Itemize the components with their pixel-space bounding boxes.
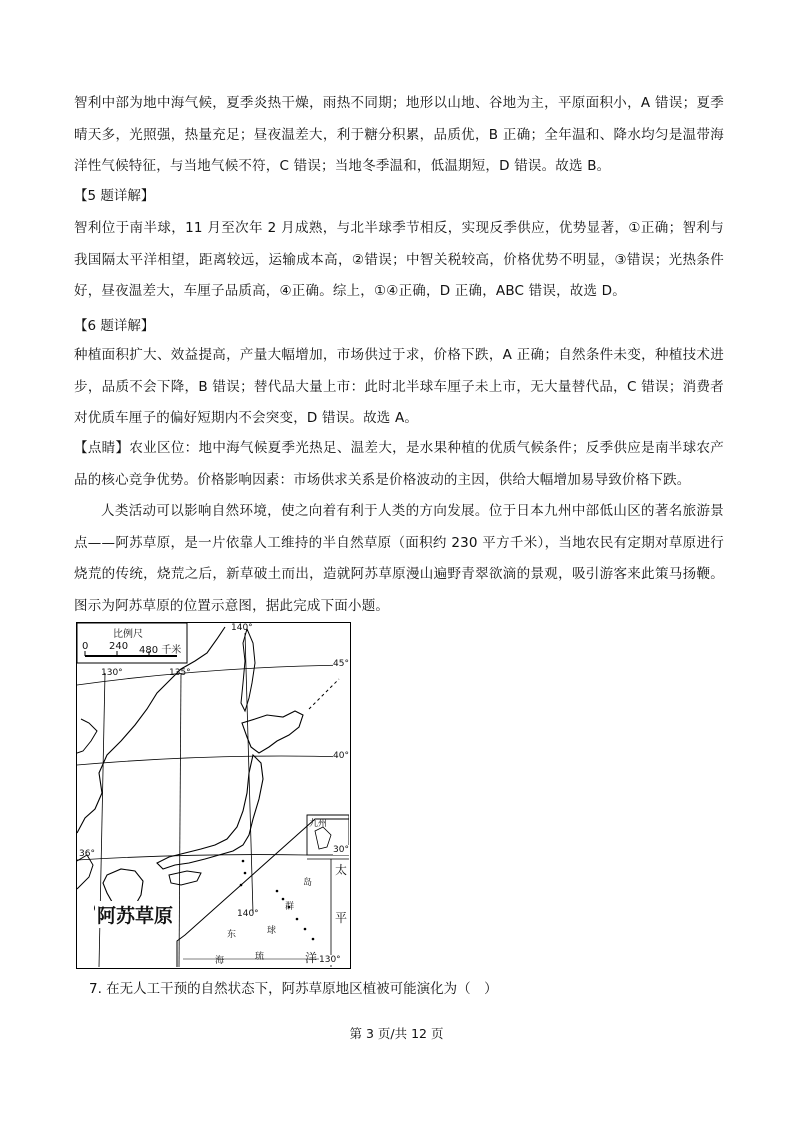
inset-kyushu-shape xyxy=(315,827,331,849)
ocean-label-char-2: 平 xyxy=(335,911,348,925)
sakhalin-island xyxy=(241,629,255,711)
longitude-label-130-bottom: 130° xyxy=(319,955,341,965)
ocean-label-char-3: 洋 xyxy=(305,951,318,965)
material-intro-paragraph: 人类活动可以影响自然环境，使之向着有利于人类的方向发展。位于日本九州中部低山区的著名旅游景点——阿苏草原，是一片依靠人工维持的半自然草原（面积约 230 平方千米），当地农民有定期对草原进行烧荒的传统，烧荒之后，新草破土而出，造就阿苏草原漫山遍野青翠欲滴的景观，吸引游客来此策马扬鞭。图示为阿苏草原的位置示意图，据此完成下面小题。 xyxy=(74,503,724,614)
hokkaido-island xyxy=(242,711,303,753)
answer-paragraph-q4: 智利中部为地中海气候，夏季炎热干燥，雨热不同期；地形以山地、谷地为主，平原面积小，A 错误；夏季晴天多，光照强，热量充足；昼夜温差大，利于糖分积累，品质优，B 正确；全年温和、降水均匀是温带海洋性气候特征，与当地气候不符，C 错误；当地冬季温和，低温期短，D 错误。故选 B。 xyxy=(74,95,724,174)
section-label-q5: 【5 题详解】 xyxy=(74,188,155,204)
scale-tick-480: 480 千米 xyxy=(139,645,182,656)
scale-tick-240: 240 xyxy=(109,641,129,652)
shikoku-island xyxy=(169,871,201,885)
aso-grassland-label: 阿苏草原 xyxy=(95,901,175,928)
longitude-135 xyxy=(179,673,181,967)
scale-title: 比例尺 xyxy=(113,629,143,640)
answer-paragraph-q5: 智利位于南半球，11 月至次年 2 月成熟，与北半球季节相反，实现反季供应，优势显著，①正确；智利与我国隔太平洋相望，距离较远，运输成本高，②错误；中智关税较高，价格优势不明显，③错误；光热条件好，昼夜温差大，车厘子品质高，④正确。综上，①④正确，D 正确，ABC 错误，故选 D。 xyxy=(74,220,724,299)
latitude-label-36: 36° xyxy=(79,849,95,859)
sea-label-char-1: 东 xyxy=(227,930,237,940)
ryukyu-label-char-4: 岛 xyxy=(303,878,313,888)
sea-label-char-2: 海 xyxy=(215,956,225,966)
dianjing-paragraph: 【点睛】农业区位：地中海气候夏季光热足、温差大，是水果种植的优质气候条件；反季供应是南半球农产品的核心竞争优势。价格影响因素：市场供求关系是价格波动的主因，供给大幅增加易导致价格下跌。 xyxy=(74,440,724,488)
latitude-40 xyxy=(77,756,347,765)
ocean-label-char-1: 太 xyxy=(335,863,348,877)
latitude-label-40: 40° xyxy=(333,751,349,761)
location-map xyxy=(76,622,351,969)
inset-curve xyxy=(177,819,349,967)
scale-tick-0: 0 xyxy=(82,641,89,652)
longitude-label-135: 135° xyxy=(169,668,191,678)
latitude-label-30: 30° xyxy=(333,845,349,855)
peninsula-coast xyxy=(77,719,97,753)
ryukyu-label-char-1: 琉 xyxy=(255,952,265,962)
longitude-label-130-top: 130° xyxy=(101,668,123,678)
korea-coast xyxy=(77,855,93,889)
latitude-label-45: 45° xyxy=(333,659,349,669)
inset-label-kyushu: 九州 xyxy=(309,819,328,829)
ryukyu-label-char-3: 群 xyxy=(285,902,295,912)
answer-paragraph-q6: 种植面积扩大、效益提高，产量大幅增加，市场供过于求，价格下跌，A 正确；自然条件未变，种植技术进步，品质不会下降，B 错误；替代品大量上市：此时北半球车厘子未上市，无大量替代品，C 错误；消费者对优质车厘子的偏好短期内不会突变，D 错误。故选 A。 xyxy=(74,347,724,426)
question-7: 7. 在无人工干预的自然状态下，阿苏草原地区植被可能演化为（ ） xyxy=(89,981,498,997)
section-label-q6: 【6 题详解】 xyxy=(74,318,155,334)
kuril-islands xyxy=(309,679,339,709)
longitude-label-140-top: 140° xyxy=(231,623,253,633)
page-footer: 第 3 页/共 12 页 xyxy=(349,1026,444,1041)
longitude-label-140-bottom: 140° xyxy=(237,909,259,919)
honshu-island xyxy=(157,755,263,869)
ryukyu-label-char-2: 球 xyxy=(267,926,277,936)
